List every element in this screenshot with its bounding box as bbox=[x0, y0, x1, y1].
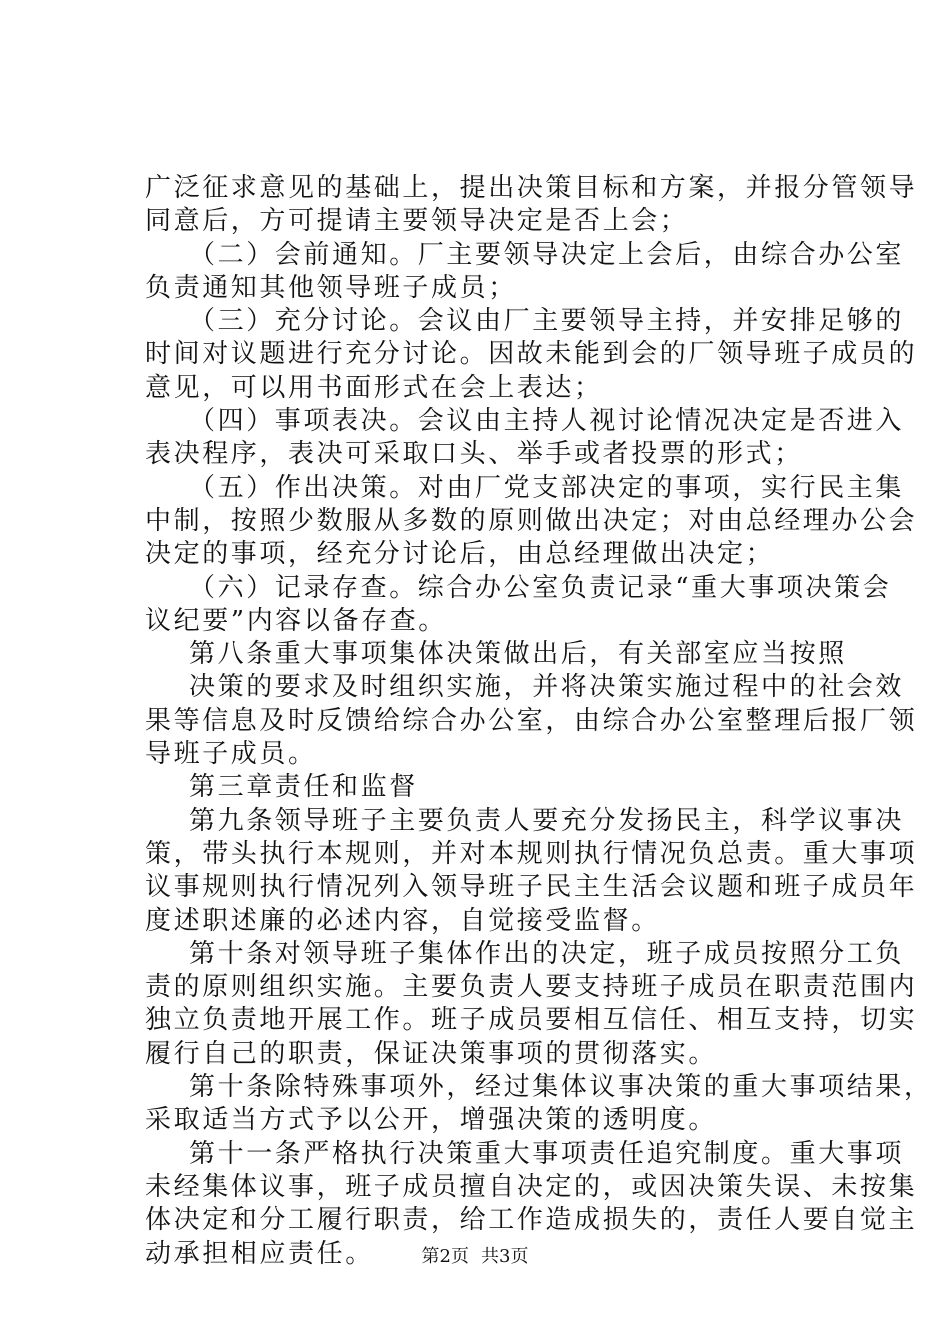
text-line: 表决程序，表决可采取口头、举手或者投票的形式； bbox=[145, 439, 803, 470]
page-total: 共3页 bbox=[481, 1246, 529, 1267]
text-line: 采取适当方式予以公开，增强决策的透明度。 bbox=[145, 1105, 718, 1136]
text-line: （三）充分讨论。会议由厂主要领导主持，并安排足够的 bbox=[189, 306, 905, 337]
text-line: （二）会前通知。厂主要领导决定上会后，由综合办公室 bbox=[189, 239, 905, 270]
page-footer bbox=[0, 1245, 950, 1269]
text-line: 第八条重大事项集体决策做出后，有关部室应当按照 bbox=[189, 639, 847, 670]
text-line: 议事规则执行情况列入领导班子民主生活会议题和班子成员年 bbox=[145, 872, 918, 903]
text-line: 果等信息及时反馈给综合办公室，由综合办公室整理后报厂领 bbox=[145, 705, 918, 736]
text-line: 中制，按照少数服从多数的原则做出决定；对由总经理办公会 bbox=[145, 505, 918, 536]
text-line: 负责通知其他领导班子成员； bbox=[145, 272, 517, 303]
text-line: 议纪要”内容以备存查。 bbox=[145, 605, 447, 636]
text-line: 第十条除特殊事项外，经过集体议事决策的重大事项结果， bbox=[189, 1072, 933, 1103]
text-line: 动承担相应责任。 bbox=[145, 1238, 374, 1269]
text-line: 度述职述廉的必述内容，自觉接受监督。 bbox=[145, 905, 660, 936]
text-line: 时间对议题进行充分讨论。因故未能到会的厂领导班子成员的 bbox=[145, 339, 918, 370]
text-line: 广泛征求意见的基础上，提出决策目标和方案，并报分管领导 bbox=[145, 173, 918, 203]
text-line: 决定的事项，经充分讨论后，由总经理做出决定； bbox=[145, 539, 775, 570]
text-line: 第十条对领导班子集体作出的决定，班子成员按照分工负 bbox=[189, 938, 905, 969]
text-line: 第十一条严格执行决策重大事项责任追究制度。重大事项 bbox=[189, 1138, 905, 1169]
text-line: 决策的要求及时组织实施，并将决策实施过程中的社会效 bbox=[189, 672, 905, 703]
text-line: 独立负责地开展工作。班子成员要相互信任、相互支持，切实 bbox=[145, 1005, 918, 1036]
text-line: 体决定和分工履行职责，给工作造成损失的，责任人要自觉主 bbox=[145, 1205, 918, 1236]
text-line: 未经集体议事，班子成员擅自决定的，或因决策失误、未按集 bbox=[145, 1171, 918, 1202]
text-line: 第九条领导班子主要负责人要充分发扬民主，科学议事决 bbox=[189, 805, 905, 836]
text-line: （六）记录存查。综合办公室负责记录“重大事项决策会 bbox=[189, 572, 892, 603]
text-line: 意见，可以用书面形式在会上表达； bbox=[145, 372, 603, 403]
text-line: （五）作出决策。对由厂党支部决定的事项，实行民主集 bbox=[189, 472, 905, 503]
text-line: 责的原则组织实施。主要负责人要支持班子成员在职责范围内 bbox=[145, 972, 918, 1003]
text-line: 策，带头执行本规则，并对本规则执行情况负总责。重大事项 bbox=[145, 838, 918, 869]
document-body bbox=[145, 172, 933, 1271]
text-line: 导班子成员。 bbox=[145, 739, 317, 770]
text-line: 履行自己的职责，保证决策事项的贯彻落实。 bbox=[145, 1038, 718, 1069]
text-line: （四）事项表决。会议由主持人视讨论情况决定是否进入 bbox=[189, 406, 905, 437]
page-number: 第2页 bbox=[421, 1246, 469, 1267]
text-line: 同意后，方可提请主要领导决定是否上会； bbox=[145, 206, 689, 237]
text-line: 第三章责任和监督 bbox=[189, 772, 418, 803]
